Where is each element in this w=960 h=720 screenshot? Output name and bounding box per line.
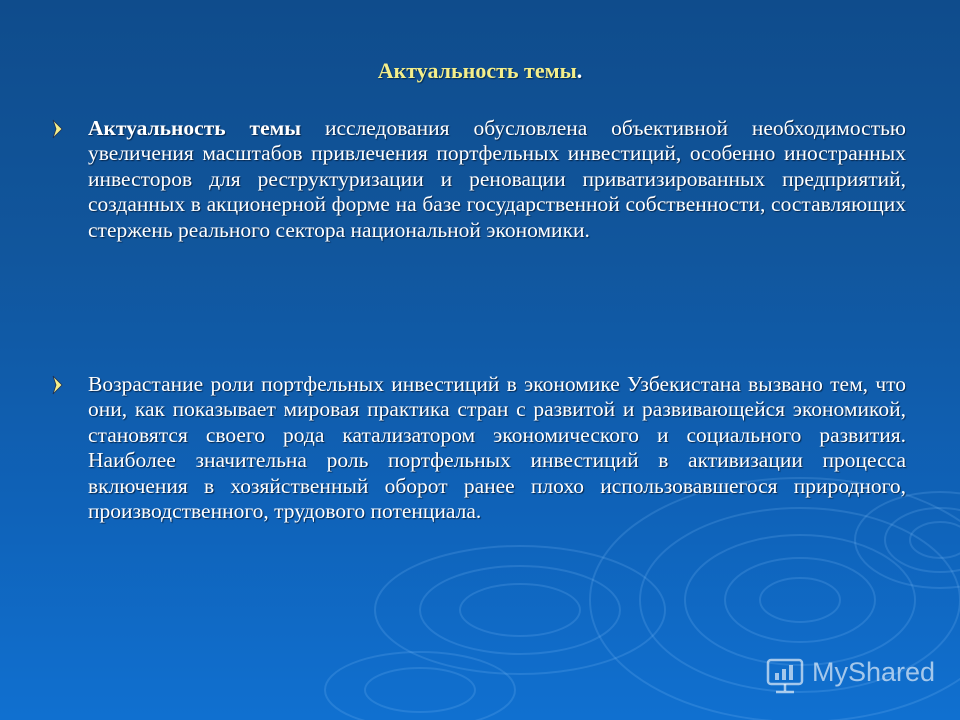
bullet-1-body: исследования обусловлена объективной необходимостью увеличения масштабов привлечения портфельных инвестиций, особенно иностранных инвесторов для реструктуризации и реновации приватизированных предприятий, созданных в акционерной форме на базе государственной собственности, составляющих стержень реального сектора национальной экономики. [88, 116, 906, 242]
bullet-2-body: Возрастание роли портфельных инвестиций в экономике Узбекистана вызвано тем, что они, как показывает мировая практика стран с развитой и развивающейся экономикой, становятся своего рода катализатором экономического и социального развития. Наиболее значительна роль портфельных инвестиций в активизации процесса включения в хозяйственный оборот ранее плохо использовавшегося природного, производственного, трудового потенциала. [88, 372, 906, 524]
bullet-2-text [88, 372, 906, 524]
slide-title-text: Актуальность темы [377, 58, 577, 83]
bullet-item-2 [52, 372, 906, 552]
bullet-item-1 [52, 116, 906, 276]
arrow-bullet-icon [52, 374, 66, 396]
slide-title-dot: . [576, 58, 583, 83]
myshared-watermark[interactable] [766, 654, 946, 698]
bullet-1-text [88, 116, 906, 243]
arrow-bullet-icon [52, 118, 66, 140]
bullet-1-lead: Актуальность темы [88, 116, 302, 140]
watermark-text: MyShared [812, 657, 936, 687]
presentation-board-icon [766, 658, 804, 694]
slide-title [0, 58, 960, 84]
